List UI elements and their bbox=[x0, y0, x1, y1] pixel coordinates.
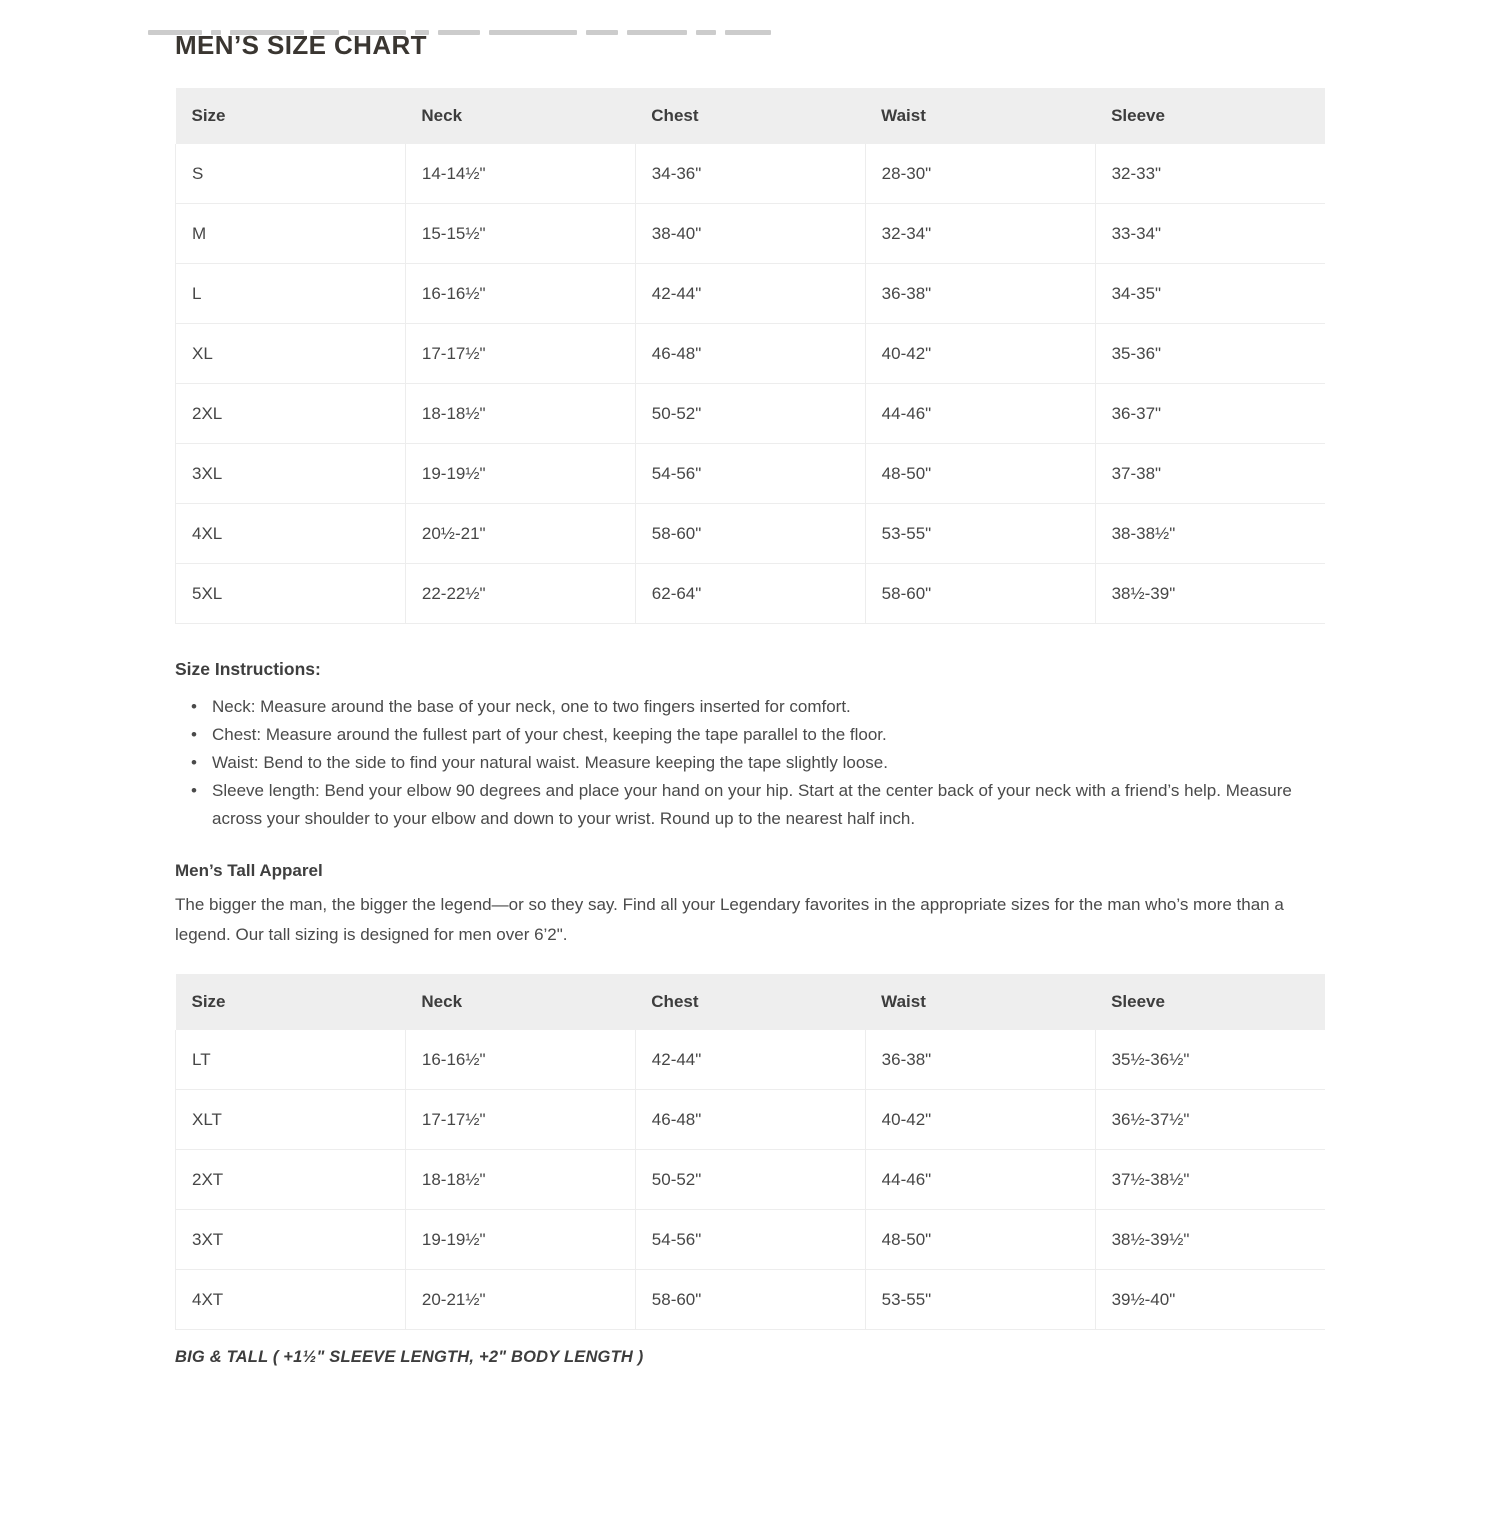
size-cell: 3XT bbox=[176, 1210, 406, 1270]
table-row-xlt bbox=[176, 1090, 1326, 1150]
size-cell: L bbox=[176, 264, 406, 324]
measurement-cell: 38½-39" bbox=[1095, 564, 1325, 624]
measurement-cell: 37½-38½" bbox=[1095, 1150, 1325, 1210]
measurement-cell: 35-36" bbox=[1095, 324, 1325, 384]
table-row-2xt bbox=[176, 1150, 1326, 1210]
table-row-xl bbox=[176, 324, 1326, 384]
measurement-cell: 53-55" bbox=[865, 1270, 1095, 1330]
column-header-size: Size bbox=[176, 88, 406, 144]
size-cell: XLT bbox=[176, 1090, 406, 1150]
tall-apparel-paragraph: The bigger the man, the bigger the legend—or so they say. Find all your Legendary favorites in the appropriate sizes for the man who’s more than a legend. Our tall sizing is designed for men over 6’2". bbox=[175, 895, 1284, 944]
table-row-4xl bbox=[176, 504, 1326, 564]
column-header-chest: Chest bbox=[635, 88, 865, 144]
mens-tall-size-table bbox=[175, 974, 1325, 1330]
table-row-3xl bbox=[176, 444, 1326, 504]
measurement-cell: 46-48" bbox=[635, 1090, 865, 1150]
table-row-3xt bbox=[176, 1210, 1326, 1270]
column-header-neck: Neck bbox=[405, 88, 635, 144]
measurement-cell: 32-34" bbox=[865, 204, 1095, 264]
cropped-top-text-remnant bbox=[148, 30, 771, 37]
size-cell: 5XL bbox=[176, 564, 406, 624]
size-cell: 4XT bbox=[176, 1270, 406, 1330]
measurement-cell: 15-15½" bbox=[405, 204, 635, 264]
instruction-waist: • Waist: Bend to the side to find your natural waist. Measure keeping the tape slightly loose. bbox=[175, 749, 1310, 777]
table-row-4xt bbox=[176, 1270, 1326, 1330]
table-row-lt bbox=[176, 1030, 1326, 1090]
measurement-cell: 42-44" bbox=[635, 1030, 865, 1090]
measurement-cell: 36-37" bbox=[1095, 384, 1325, 444]
size-cell: 2XT bbox=[176, 1150, 406, 1210]
column-header-waist: Waist bbox=[865, 88, 1095, 144]
table-header-row bbox=[176, 974, 1326, 1030]
measurement-cell: 58-60" bbox=[635, 504, 865, 564]
measurement-cell: 38-38½" bbox=[1095, 504, 1325, 564]
measurement-cell: 38-40" bbox=[635, 204, 865, 264]
table-row-2xl bbox=[176, 384, 1326, 444]
column-header-neck: Neck bbox=[405, 974, 635, 1030]
measurement-cell: 20½-21" bbox=[405, 504, 635, 564]
measurement-cell: 36-38" bbox=[865, 264, 1095, 324]
measurement-cell: 54-56" bbox=[635, 1210, 865, 1270]
measurement-cell: 18-18½" bbox=[405, 384, 635, 444]
measurement-cell: 53-55" bbox=[865, 504, 1095, 564]
measurement-cell: 22-22½" bbox=[405, 564, 635, 624]
column-header-sleeve: Sleeve bbox=[1095, 88, 1325, 144]
measurement-cell: 32-33" bbox=[1095, 144, 1325, 204]
table-header-row bbox=[176, 88, 1326, 144]
measurement-cell: 33-34" bbox=[1095, 204, 1325, 264]
size-cell: 2XL bbox=[176, 384, 406, 444]
mens-size-table bbox=[175, 88, 1325, 624]
instruction-neck: • Neck: Measure around the base of your neck, one to two fingers inserted for comfort. bbox=[175, 693, 1310, 721]
size-cell: XL bbox=[176, 324, 406, 384]
page-title: MEN’S SIZE CHART bbox=[175, 30, 427, 60]
measurement-cell: 40-42" bbox=[865, 1090, 1095, 1150]
column-header-waist: Waist bbox=[865, 974, 1095, 1030]
size-cell: 4XL bbox=[176, 504, 406, 564]
measurement-cell: 48-50" bbox=[865, 444, 1095, 504]
size-cell: M bbox=[176, 204, 406, 264]
measurement-cell: 35½-36½" bbox=[1095, 1030, 1325, 1090]
measurement-cell: 28-30" bbox=[865, 144, 1095, 204]
measurement-cell: 58-60" bbox=[635, 1270, 865, 1330]
table-row-m bbox=[176, 204, 1326, 264]
measurement-cell: 36-38" bbox=[865, 1030, 1095, 1090]
column-header-chest: Chest bbox=[635, 974, 865, 1030]
measurement-cell: 17-17½" bbox=[405, 324, 635, 384]
measurement-cell: 34-36" bbox=[635, 144, 865, 204]
table-row-l bbox=[176, 264, 1326, 324]
size-cell: S bbox=[176, 144, 406, 204]
measurement-cell: 44-46" bbox=[865, 1150, 1095, 1210]
table-row-5xl bbox=[176, 564, 1326, 624]
measurement-cell: 42-44" bbox=[635, 264, 865, 324]
measurement-cell: 19-19½" bbox=[405, 444, 635, 504]
measurement-cell: 38½-39½" bbox=[1095, 1210, 1325, 1270]
measurement-cell: 17-17½" bbox=[405, 1090, 635, 1150]
measurement-cell: 20-21½" bbox=[405, 1270, 635, 1330]
size-instructions-list bbox=[175, 693, 1310, 833]
measurement-cell: 54-56" bbox=[635, 444, 865, 504]
measurement-cell: 40-42" bbox=[865, 324, 1095, 384]
measurement-cell: 48-50" bbox=[865, 1210, 1095, 1270]
measurement-cell: 62-64" bbox=[635, 564, 865, 624]
column-header-size: Size bbox=[176, 974, 406, 1030]
measurement-cell: 44-46" bbox=[865, 384, 1095, 444]
measurement-cell: 16-16½" bbox=[405, 1030, 635, 1090]
measurement-cell: 50-52" bbox=[635, 384, 865, 444]
measurement-cell: 18-18½" bbox=[405, 1150, 635, 1210]
table-row-s bbox=[176, 144, 1326, 204]
measurement-cell: 46-48" bbox=[635, 324, 865, 384]
measurement-cell: 37-38" bbox=[1095, 444, 1325, 504]
tall-apparel-heading: Men’s Tall Apparel bbox=[175, 861, 323, 880]
big-tall-note: BIG & TALL ( +1½" SLEEVE LENGTH, +2" BODY LENGTH ) bbox=[175, 1348, 644, 1366]
instruction-chest: • Chest: Measure around the fullest part of your chest, keeping the tape parallel to the floor. bbox=[175, 721, 1310, 749]
size-cell: 3XL bbox=[176, 444, 406, 504]
measurement-cell: 36½-37½" bbox=[1095, 1090, 1325, 1150]
size-instructions-heading: Size Instructions: bbox=[175, 659, 321, 679]
measurement-cell: 58-60" bbox=[865, 564, 1095, 624]
measurement-cell: 16-16½" bbox=[405, 264, 635, 324]
measurement-cell: 19-19½" bbox=[405, 1210, 635, 1270]
size-chart-page bbox=[0, 30, 1500, 1367]
measurement-cell: 34-35" bbox=[1095, 264, 1325, 324]
instruction-sleeve-length: • Sleeve length: Bend your elbow 90 degrees and place your hand on your hip. Start at the center back of your neck with a friend’s help. Measure across your shoulder to your elbow and down to your wrist. Round up to the nearest half inch. bbox=[175, 777, 1310, 833]
size-cell: LT bbox=[176, 1030, 406, 1090]
measurement-cell: 39½-40" bbox=[1095, 1270, 1325, 1330]
column-header-sleeve: Sleeve bbox=[1095, 974, 1325, 1030]
measurement-cell: 50-52" bbox=[635, 1150, 865, 1210]
measurement-cell: 14-14½" bbox=[405, 144, 635, 204]
